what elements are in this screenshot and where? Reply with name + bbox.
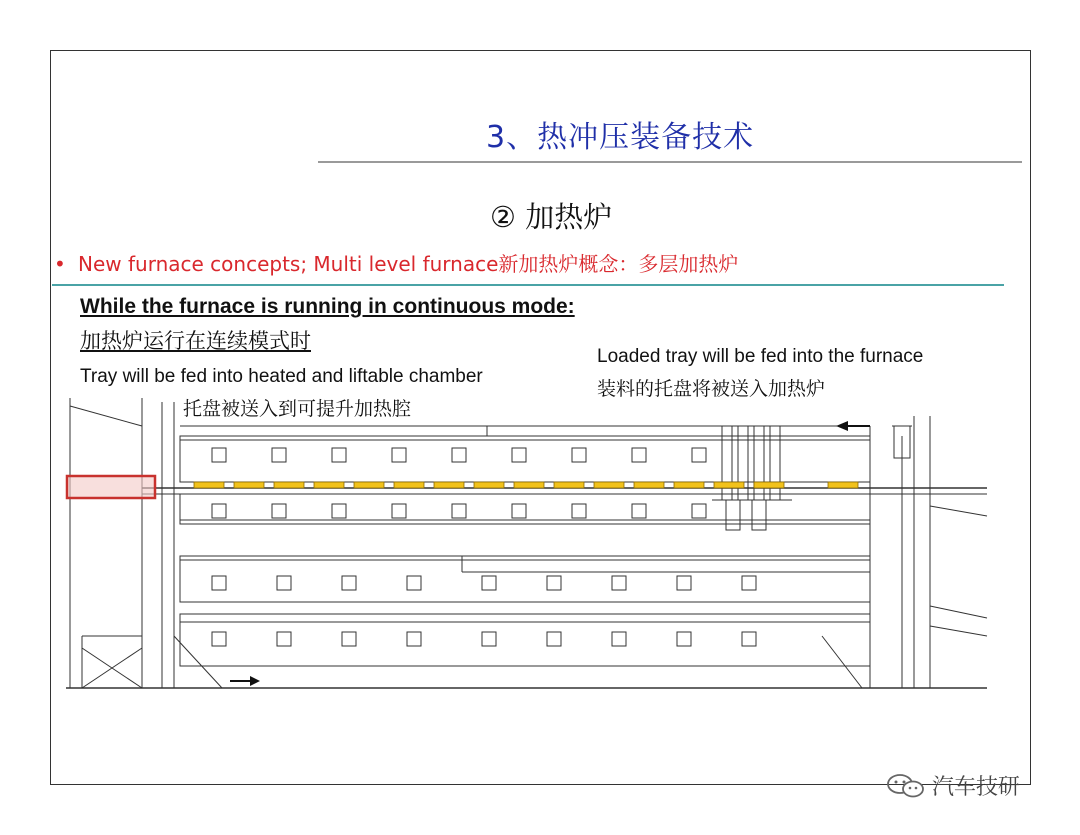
bullet-divider	[52, 284, 1004, 286]
slide-title: 3、热冲压装备技术	[486, 120, 755, 155]
heading-english: While the furnace is running in continuous mode:	[80, 295, 575, 318]
bullet-dot-icon: •	[54, 252, 66, 276]
furnace-diagram	[62, 396, 992, 696]
bullet-text: New furnace concepts; Multi level furnace新加热炉概念：多层加热炉	[78, 252, 739, 276]
left-note-chinese: 托盘被送入到可提升加热腔	[183, 399, 412, 420]
wechat-icon	[886, 773, 926, 799]
bullet-item	[54, 248, 738, 277]
furnace-frame	[66, 398, 987, 688]
right-note-english: Loaded tray will be fed into the furnace	[597, 346, 924, 367]
left-note-english: Tray will be fed into heated and liftable chamber	[80, 366, 483, 387]
slide-subtitle: ② 加热炉	[490, 200, 613, 234]
right-note-chinese: 装料的托盘将被送入加热炉	[597, 379, 826, 400]
flow-arrow-right-icon	[230, 676, 260, 686]
watermark	[886, 770, 1020, 801]
flow-arrow-left-icon	[836, 421, 870, 431]
title-divider	[318, 161, 1022, 163]
watermark-text: 汽车技研	[932, 775, 1021, 800]
lift-chamber-highlight	[67, 476, 155, 498]
heading-chinese: 加热炉运行在连续模式时	[80, 329, 311, 353]
tray-row	[194, 482, 858, 488]
furnace-windows	[212, 448, 756, 646]
